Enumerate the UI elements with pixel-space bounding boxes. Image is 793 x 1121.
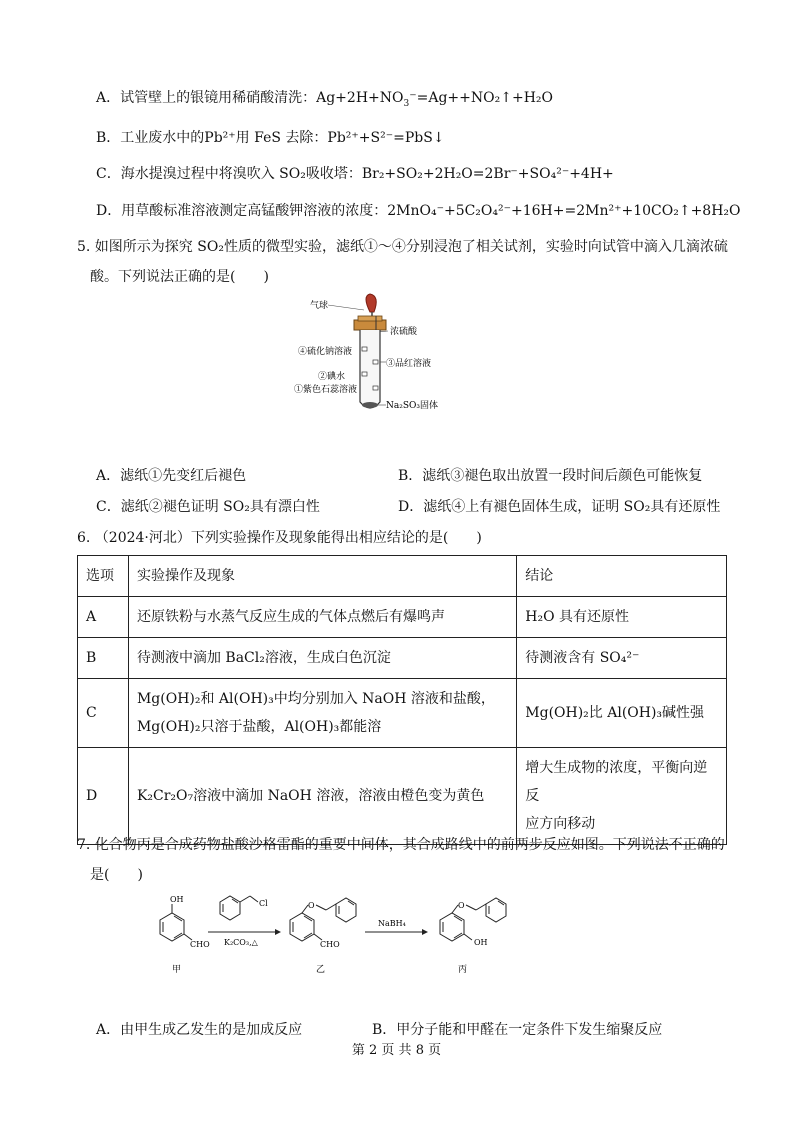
row-option: B	[78, 638, 129, 679]
table-row	[78, 597, 727, 638]
solid-label: Na₂SO₃固体	[386, 401, 439, 411]
q4-option-d-text: D．用草酸标准溶液测定高锰酸钾溶液的浓度：2MnO₄⁻+5C₂O₄²⁻+16H+=2Mn²⁺+10CO₂↑+8H₂O	[96, 203, 741, 219]
q4-option-a	[96, 88, 553, 108]
row-conclusion-line: 待测液含有 SO₄²⁻	[525, 650, 640, 666]
header-conclusion: 结论	[517, 556, 727, 597]
compound-yi	[290, 898, 356, 941]
paper-3	[373, 360, 378, 364]
compound-bing	[440, 898, 506, 941]
bing-o: O	[458, 901, 465, 910]
q7-stem-line2: 是( )	[90, 867, 143, 883]
label-yi: 乙	[316, 965, 326, 975]
q5-option-a: A．滤纸①先变红后褪色	[96, 468, 247, 484]
q7-option-a: A．由甲生成乙发生的是加成反应	[96, 1022, 303, 1038]
q5-stem-line2: 酸。下列说法正确的是( )	[90, 269, 269, 285]
q7-stem-line1: 7. 化合物丙是合成药物盐酸沙格雷酯的重要中间体，其合成路线中的前两步反应如图。下列说法不正确的	[77, 837, 725, 853]
q5-apparatus-figure	[290, 292, 500, 417]
row-operation-line: Mg(OH)₂和 Al(OH)₃中均分别加入 NaOH 溶液和盐酸，	[136, 691, 495, 707]
row-conclusion-line: 应方向移动	[525, 816, 596, 832]
q7-option-b: B．甲分子能和甲醛在一定条件下发生缩聚反应	[372, 1022, 663, 1038]
row-conclusion-line: H₂O 具有还原性	[525, 609, 630, 625]
header-operation: 实验操作及现象	[128, 556, 516, 597]
jia-cho: CHO	[190, 940, 210, 949]
q4-option-b	[96, 128, 445, 148]
q5-option-d: D．滤纸④上有褪色固体生成，证明 SO₂具有还原性	[398, 499, 721, 515]
q4-option-a-text-2: ⁻=Ag++NO₂↑+H₂O	[409, 90, 553, 106]
row-conclusion-line: Mg(OH)₂比 Al(OH)₃碱性强	[525, 705, 705, 721]
q4-option-d	[96, 201, 741, 221]
row-conclusion	[517, 679, 727, 748]
benzyl-chloride-cl: Cl	[259, 899, 268, 908]
compound-jia	[160, 904, 192, 941]
page-footer: 第 2 页 共 8 页	[351, 1043, 442, 1058]
benzyl-chloride	[220, 896, 258, 920]
row-operation-line: 待测液中滴加 BaCl₂溶液，生成白色沉淀	[136, 650, 391, 666]
row-operation-line: 还原铁粉与水蒸气反应生成的气体点燃后有爆鸣声	[136, 609, 445, 625]
row-option: C	[78, 679, 129, 748]
row-operation	[128, 597, 516, 638]
row-conclusion	[517, 748, 727, 845]
q6-stem: 6. （2024·河北）下列实验操作及现象能得出相应结论的是( )	[77, 530, 482, 546]
row-conclusion	[517, 638, 727, 679]
row-conclusion-line: 增大生成物的浓度，平衡向逆反	[525, 760, 708, 804]
q4-option-c-text: C．海水提溴过程中将溴吹入 SO₂吸收塔：Br₂+SO₂+2H₂O=2Br⁻+SO₄²⁻+4H+	[96, 166, 614, 182]
paper-3-label: ③品红溶液	[386, 359, 432, 369]
test-tube	[360, 330, 380, 408]
header-option: 选项	[78, 556, 129, 597]
paper-2	[362, 372, 367, 376]
condition-2: NaBH₄	[378, 919, 406, 928]
table-row	[78, 679, 727, 748]
table-row	[78, 638, 727, 679]
q4-option-c	[96, 164, 614, 184]
paper-1	[373, 386, 378, 390]
row-operation-line: K₂Cr₂O₇溶液中滴加 NaOH 溶液，溶液由橙色变为黄色	[136, 788, 485, 804]
paper-2-label: ②碘水	[318, 372, 346, 382]
yi-o: O	[308, 901, 315, 910]
table-header-row	[78, 556, 727, 597]
jia-oh: OH	[170, 895, 184, 904]
paper-4	[362, 347, 367, 351]
q5-option-b: B．滤纸③褪色取出放置一段时间后颜色可能恢复	[398, 468, 703, 484]
balloon-label: 气球	[310, 301, 329, 311]
bing-oh: OH	[474, 938, 488, 947]
row-option: D	[78, 748, 129, 845]
table-row	[78, 748, 727, 845]
q4-option-a-sub: 3	[403, 98, 410, 109]
label-jia: 甲	[172, 965, 182, 975]
q5-stem-line1: 5. 如图所示为探究 SO₂性质的微型实验，滤纸①～④分别浸泡了相关试剂，实验时向试管中滴入几滴浓硫	[77, 239, 728, 255]
row-conclusion	[517, 597, 727, 638]
na2so3-solid	[362, 402, 378, 408]
row-operation	[128, 638, 516, 679]
q7-reaction-scheme	[140, 888, 560, 983]
row-operation	[128, 679, 516, 748]
yi-cho: CHO	[320, 940, 340, 949]
q6-table	[77, 555, 727, 845]
acid-label: 浓硫酸	[390, 327, 418, 337]
label-bing: 丙	[458, 965, 468, 975]
paper-4-label: ④硫化钠溶液	[298, 347, 353, 357]
balloon-icon	[366, 294, 376, 312]
q5-option-c: C．滤纸②褪色证明 SO₂具有漂白性	[96, 499, 320, 515]
row-operation-line: Mg(OH)₂只溶于盐酸，Al(OH)₃都能溶	[136, 719, 382, 735]
condition-1: K₂CO₃,△	[224, 938, 258, 947]
stopper	[354, 320, 386, 330]
q4-option-a-text: A．试管壁上的银镜用稀硝酸清洗：Ag+2H+NO	[96, 90, 404, 106]
row-option: A	[78, 597, 129, 638]
paper-1-label: ①紫色石蕊溶液	[294, 385, 358, 395]
row-operation	[128, 748, 516, 845]
q4-option-b-text: B．工业废水中的Pb²⁺用 FeS 去除：Pb²⁺+S²⁻=PbS↓	[96, 130, 445, 146]
